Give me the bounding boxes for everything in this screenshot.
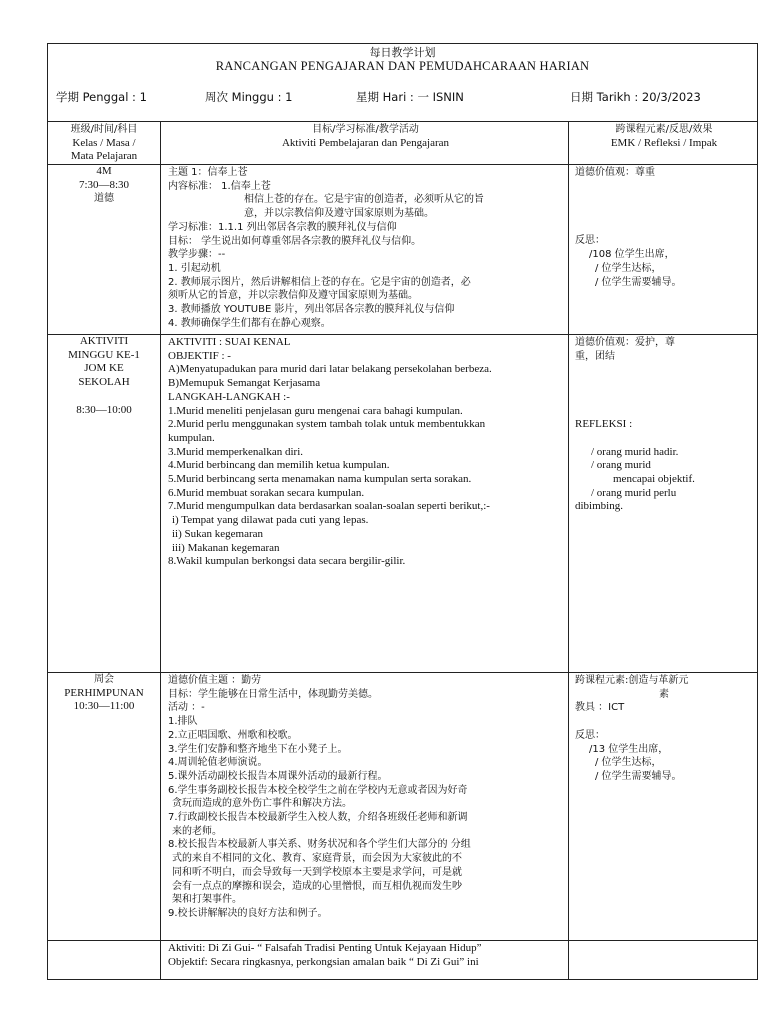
emk-line: / 位学生需要辅导。	[595, 276, 682, 288]
emk-line: mencapai objektif.	[613, 472, 695, 485]
row-emk-cell	[569, 941, 757, 980]
activity-line: 9.校长讲解解决的良好方法和例子。	[168, 907, 328, 919]
class-line: PERHIMPUNAN	[64, 686, 144, 699]
class-line: 4M	[96, 165, 112, 177]
emk-line: / 位学生达标，	[595, 262, 662, 274]
activity-line: 4.周训轮值老师演说。	[168, 757, 268, 769]
emk-line: 道德价值观：尊重	[575, 167, 655, 178]
emk-line: 道德价值观：爱护，尊	[575, 337, 675, 348]
activity-line: 道德价值主题 ：勤劳	[168, 675, 262, 686]
activity-line: B)Memupuk Semangat Kerjasama	[168, 377, 321, 390]
activity-line: 8.Wakil kumpulan berkongsi data secara bergilir-gilir.	[168, 555, 406, 568]
activity-line: 1.排队	[168, 716, 198, 728]
activity-line: 4.Murid berbincang dan memilih ketua kumpulan.	[168, 459, 390, 472]
emk-line: 教具 ：ICT	[575, 702, 625, 714]
col-header-class-line: 班级/时间/科目	[70, 124, 138, 135]
activity-line: 7.Murid mengumpulkan data berdasarkan soalan-soalan seperti berikut,:-	[168, 500, 490, 513]
activity-line: 3.Murid memperkenalkan diri.	[168, 445, 304, 458]
class-line: SEKOLAH	[78, 376, 130, 389]
week-field: 周次 Minggu : 1	[205, 90, 293, 104]
col-header-activity-line: Aktiviti Pembelajaran dan Pengajaran	[281, 136, 450, 149]
activity-line: ii) Sukan kegemaran	[172, 527, 264, 540]
row-activity-cell	[161, 335, 569, 672]
emk-line: 反思：	[575, 729, 605, 741]
activity-line: 式的来自不相同的文化、教育、家庭背景，而会因为大家彼此的不	[172, 853, 462, 865]
row-emk-cell	[569, 335, 757, 672]
row-class-cell	[48, 335, 161, 672]
emk-line: / orang murid perlu	[591, 486, 677, 499]
emk-line: /108 位学生出席，	[589, 249, 675, 261]
title-chinese: 每日教学计划	[369, 46, 436, 59]
activity-line: 来的老师。	[172, 825, 222, 837]
class-line: MINGGU KE-1	[68, 348, 140, 361]
table-row	[48, 673, 757, 941]
emk-line: 反思：	[575, 235, 605, 247]
class-line: AKTIVITI	[79, 335, 129, 347]
class-line: 道德	[94, 193, 114, 205]
col-header-emk-line: EMK / Refleksi / Impak	[610, 136, 718, 149]
day-field: 星期 Hari : 一 ISNIN	[356, 90, 464, 104]
emk-line: / 位学生需要辅导。	[595, 770, 682, 782]
col-header-class-line: Kelas / Masa /	[72, 136, 136, 149]
row-class-cell	[48, 165, 161, 334]
activity-line: AKTIVITI : SUAI KENAL	[168, 336, 291, 348]
activity-line: 4. 教师确保学生们都有在静心观察。	[168, 317, 331, 329]
title-malay: RANCANGAN PENGAJARAN DAN PEMUDAHCARAAN HARIAN	[215, 59, 590, 73]
activity-line: 相信上苍的存在。它是宇宙的创造者，必须听从它的旨	[244, 194, 484, 206]
activity-line: 目标： 学生说出如何尊重邻居各宗教的膜拜礼仪与信仰。	[168, 235, 422, 247]
row-activity-cell	[161, 941, 569, 980]
row-activity-cell	[161, 165, 569, 334]
table-row	[48, 165, 757, 335]
activity-line: 教学步骤：--	[168, 249, 226, 261]
activity-line: 1.Murid meneliti penjelasan guru mengenai cara bahagi kumpulan.	[168, 404, 463, 417]
activity-line: 贪玩而造成的意外伤亡事件和解决方法。	[172, 798, 352, 810]
emk-line: / 位学生达标，	[595, 757, 662, 769]
table-row	[48, 335, 757, 673]
emk-line: 跨课程元素:创造与革新元	[575, 675, 689, 686]
activity-line: 目标：学生能够在日常生活中，体现勤劳美德。	[168, 688, 378, 700]
activity-line: Aktiviti: Di Zi Gui- “ Falsafah Tradisi Penting Untuk Kejayaan Hidup”	[168, 942, 482, 954]
activity-line: 2. 教师展示图片，然后讲解相信上苍的存在。它是宇宙的创造者，必	[168, 276, 471, 288]
activity-line: 活动 ：-	[168, 702, 205, 714]
activity-line: kumpulan.	[168, 431, 215, 444]
activity-line: 架和打架事件。	[172, 894, 242, 906]
emk-line: dibimbing.	[575, 500, 623, 513]
class-line: 7:30—8:30	[78, 178, 130, 191]
activity-line: 5.Murid berbincang serta menamakan nama kumpulan serta sorakan.	[168, 473, 472, 486]
activity-line: 学习标准：1.1.1 列出邻居各宗教的膜拜礼仪与信仰	[168, 221, 397, 233]
activity-line: 3.学生们安静和整齐地坐下在小凳子上。	[168, 743, 348, 755]
activity-line: 主题 1：信奉上苍	[168, 167, 248, 178]
emk-line: / orang murid hadir.	[591, 445, 679, 458]
date-field: 日期 Tarikh : 20/3/2023	[570, 90, 701, 104]
activity-line: i) Tempat yang dilawat pada cuti yang lepas.	[172, 514, 369, 527]
activity-line: 2.立正唱国歌、州歌和校歌。	[168, 729, 298, 741]
row-activity-cell	[161, 673, 569, 940]
activity-line: 须听从它的旨意，并以宗教信仰及遵守国家原则为基础。	[168, 290, 418, 302]
class-line: JOM KE	[84, 362, 124, 375]
activity-line: Objektif: Secara ringkasnya, perkongsian amalan baik “ Di Zi Gui” ini	[168, 955, 479, 968]
col-header-class-line: Mata Pelajaran	[70, 150, 138, 163]
emk-line: 重，团结	[575, 350, 615, 362]
activity-line: 内容标准： 1.信奉上苍	[168, 180, 271, 192]
activity-line: LANGKAH-LANGKAH :-	[168, 390, 290, 403]
col-header-emk	[569, 122, 757, 164]
activity-line: 5.课外活动副校长报告本周课外活动的最新行程。	[168, 770, 388, 782]
activity-line: A)Menyatupadukan para murid dari latar belakang persekolahan berbeza.	[168, 363, 492, 376]
activity-line: iii) Makanan kegemaran	[172, 541, 280, 554]
emk-line: / orang murid	[591, 459, 651, 472]
col-header-class	[48, 122, 161, 164]
row-emk-cell	[569, 673, 757, 940]
activity-line: 6.学生事务副校长报告本校全校学生之前在学校内无意或者因为好奇	[168, 784, 468, 796]
row-class-cell	[48, 673, 161, 940]
class-line: 8:30—10:00	[76, 403, 132, 416]
table-header-row	[48, 122, 757, 165]
table-row	[48, 941, 757, 980]
emk-line: REFLEKSI :	[575, 418, 633, 431]
term-field: 学期 Penggal : 1	[56, 90, 147, 104]
activity-line: 会有一点点的摩擦和误会，造成的心里憎恨，而互相仇视而发生吵	[172, 880, 462, 892]
row-emk-cell	[569, 165, 757, 334]
activity-line: 3. 教师播放 YOUTUBE 影片，列出邻居各宗教的膜拜礼仪与信仰	[168, 304, 455, 316]
plan-header	[48, 44, 757, 122]
activity-line: 2.Murid perlu menggunakan system tambah tolak untuk membentukkan	[168, 418, 486, 431]
activity-line: OBJEKTIF : -	[168, 349, 231, 362]
activity-line: 8.校长报告本校最新人事关系、财务状况和各个学生们大部分的 分组	[168, 839, 471, 851]
row-class-cell	[48, 941, 161, 980]
emk-line: 素	[659, 688, 669, 700]
activity-line: 6.Murid membuat sorakan secara kumpulan.	[168, 486, 365, 499]
class-line: 10:30—11:00	[73, 700, 135, 713]
emk-line: /13 位学生出席，	[589, 743, 669, 755]
col-header-activity	[161, 122, 569, 164]
col-header-activity-line: 目标/学习标准/教学活动	[312, 124, 419, 135]
class-line: 周会	[94, 674, 114, 685]
lesson-plan-page	[47, 43, 758, 980]
activity-line: 意，并以宗教信仰及遵守国家原则为基础。	[244, 208, 434, 220]
activity-line: 1. 引起动机	[168, 262, 221, 274]
activity-line: 同和听不明白，而会导致每一天到学校原本主要是求学问，可是就	[172, 866, 462, 878]
activity-line: 7.行政副校长报告本校最新学生入校人数，介绍各班级任老师和新调	[168, 812, 468, 824]
col-header-emk-line: 跨课程元素/反思/效果	[615, 124, 713, 135]
